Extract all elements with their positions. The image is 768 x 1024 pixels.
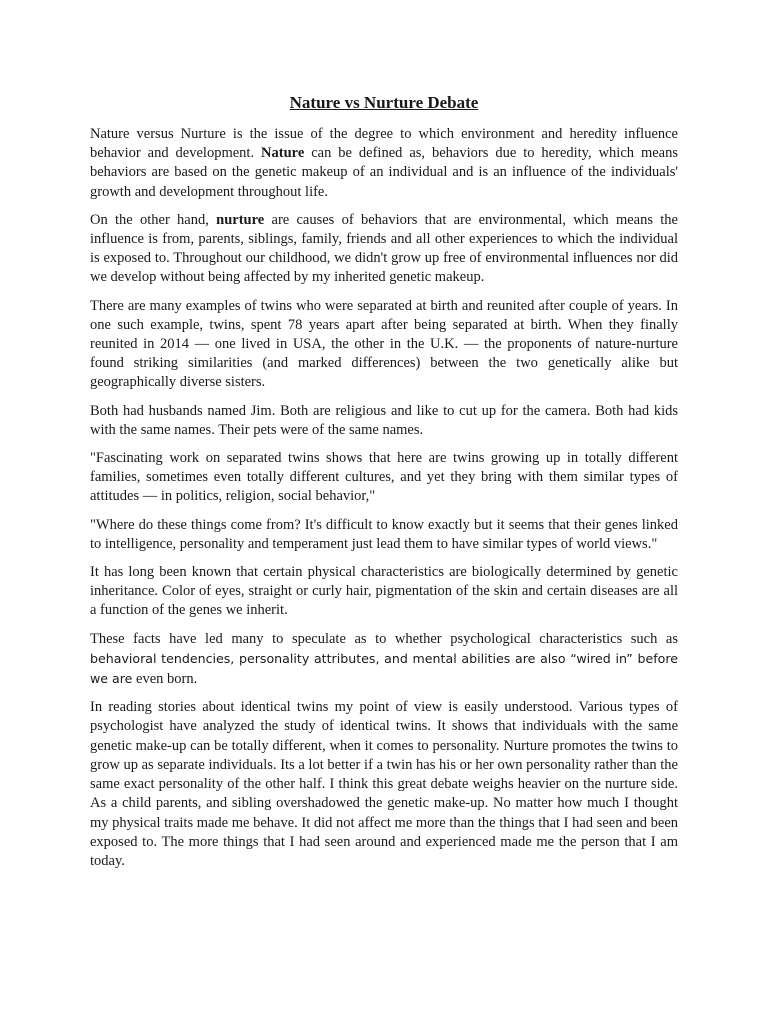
paragraph-1 <box>90 125 678 202</box>
paragraph-8-alt-font-text: behavioral tendencies, personality attributes, and mental abilities are also “wired in” before we are <box>90 650 678 687</box>
paragraph-5: "Fascinating work on separated twins shows that here are twins growing up in totally different families, sometimes even totally different cultures, and yet they bring with them similar types of attitudes — in politics, religion, social behavior," <box>90 450 678 505</box>
paragraph-8-text-a: These facts have led many to speculate as to whether psychological characteristics such as <box>90 630 678 647</box>
paragraph-1-text-c: can be defined as, behaviors due to heredity, which means behaviors are based on the genetic makeup of an individual and is an influence of the individuals' growth and development throughout life. <box>90 145 678 200</box>
paragraph-2-text-c: are causes of behaviors that are environmental, which means the influence is from, parents, siblings, family, friends and all other experiences to which the individual is exposed to. Throughout our childhood, we didn't grow up free of environmental influences nor did we develop without being affected by my inherited genetic makeup. <box>90 211 678 286</box>
paragraph-2-text-a: On the other hand, <box>90 211 217 228</box>
paragraph-2 <box>90 211 678 288</box>
document-body <box>90 125 678 880</box>
paragraph-4: Both had husbands named Jim. Both are religious and like to cut up for the camera. Both had kids with the same names. Their pets were of the same names. <box>90 402 678 438</box>
nature-term: Nature <box>261 145 305 162</box>
paragraph-8-text-c: even born. <box>132 671 198 688</box>
paragraph-3: There are many examples of twins who were separated at birth and reunited after couple of years. In one such example, twins, spent 78 years apart after being separated at birth. When they finally reunited in 2014 — one lived in USA, the other in the U.K. — the proponents of nature-nurture found striking similarities (and marked differences) between the two genetically alike but geographically diverse sisters. <box>90 297 678 391</box>
paragraph-1-text-a: Nature versus Nurture is the issue of the degree to which environment and heredity influence behavior and development. <box>90 126 678 162</box>
paragraph-8 <box>90 630 678 690</box>
paragraph-9: In reading stories about identical twins my point of view is easily understood. Various types of psychologist have analyzed the study of identical twins. It shows that individuals with the same genetic make-up can be totally different, when it comes to personality. Nurture promotes the twins to grow up as separate individuals. Its a lot better if a twin has his or her own personality rather than the same exact personality of the other half. I think this great debate weighs heavier on the nurture side. As a child parents, and sibling overshadowed the genetic make-up. No matter how much I thought my physical traits made me behave. It did not affect me more than the things that I had seen and been exposed to. The more things that I had seen around and experienced made me the person that I am today. <box>90 699 679 869</box>
paragraph-7: It has long been known that certain physical characteristics are biologically determined by genetic inheritance. Color of eyes, straight or curly hair, pigmentation of the skin and certain diseases are all a function of the genes we inherit. <box>90 564 678 619</box>
document-title: Nature vs Nurture Debate <box>289 93 479 112</box>
nurture-term: nurture <box>216 211 265 228</box>
paragraph-6: "Where do these things come from? It's difficult to know exactly but it seems that their genes linked to intelligence, personality and temperament just lead them to have similar types of world views." <box>90 516 678 552</box>
